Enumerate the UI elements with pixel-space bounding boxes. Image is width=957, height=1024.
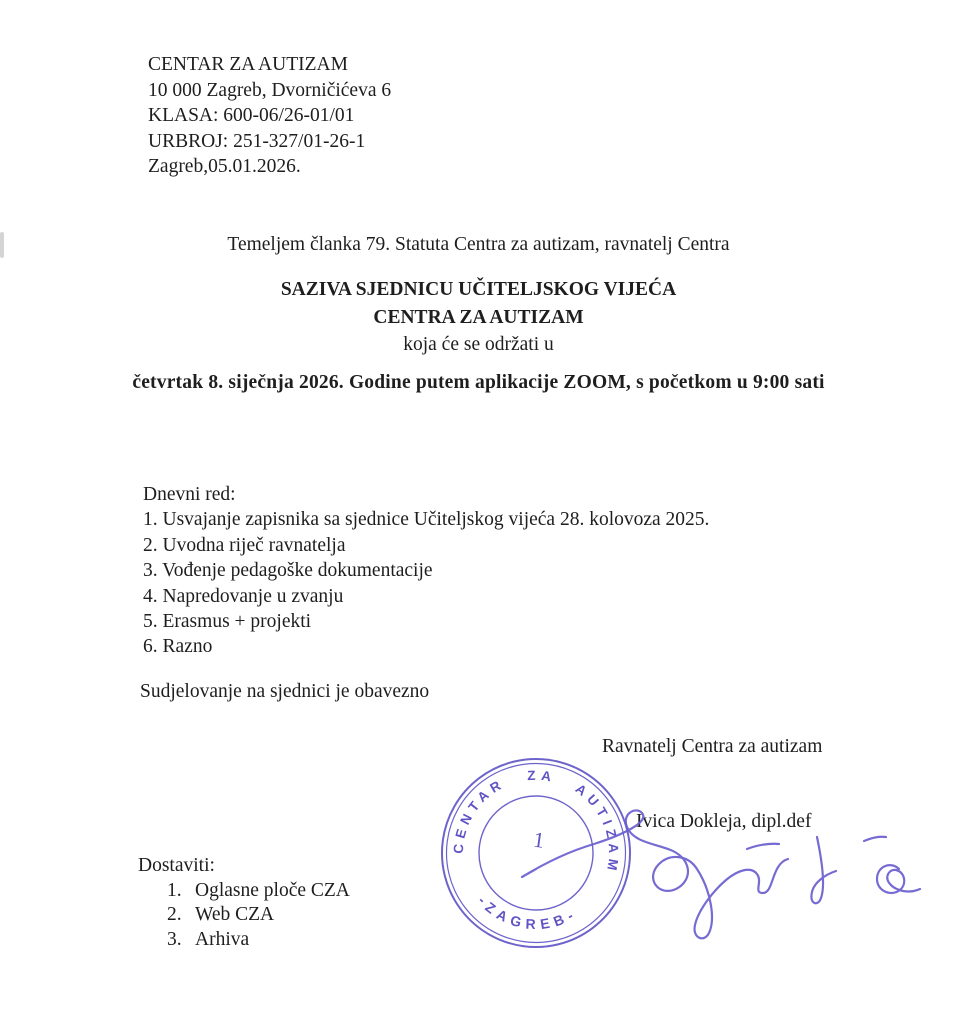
agenda-item: 4. Napredovanje u zvanju — [143, 585, 344, 607]
agenda-item: 2. Uvodna riječ ravnatelja — [143, 534, 346, 556]
distribution-heading: Dostaviti: — [138, 855, 215, 876]
signatory-name: Ivica Dokleja, dipl.def — [636, 811, 812, 832]
letterhead — [148, 52, 391, 180]
distribution-item-number: 1. — [167, 879, 182, 901]
org-address: 10 000 Zagreb, Dvorničićeva 6 — [148, 79, 392, 101]
distribution-item — [138, 928, 350, 953]
distribution-item-number: 2. — [167, 904, 182, 925]
round-stamp — [436, 753, 636, 953]
signature-stroke — [653, 849, 788, 938]
agenda-item: 1. Usvajanje zapisnika sa sjednice Učiteljskog vijeća 28. kolovoza 2025. — [143, 509, 710, 531]
distribution-item-number: 3. — [167, 928, 182, 950]
signatory-role: Ravnatelj Centra za autizam — [602, 736, 823, 757]
distribution-item — [138, 879, 350, 904]
urbroj-line: URBROJ: 251-327/01-26-1 — [148, 130, 366, 152]
distribution-item-label: Web CZA — [195, 904, 275, 925]
distribution-item-label: Arhiva — [195, 928, 250, 950]
agenda-item: 5. Erasmus + projekti — [143, 611, 312, 633]
place-date-line: Zagreb,05.01.2026. — [148, 156, 301, 177]
agenda-section — [143, 482, 709, 660]
title-block — [0, 276, 957, 359]
distribution-item — [138, 903, 350, 928]
signature-stroke — [864, 837, 886, 841]
klasa-line: KLASA: 600-06/26-01/01 — [148, 105, 355, 126]
session-datetime: četvrtak 8. siječnja 2026. Godine putem aplikacije ZOOM, s početkom u 9:00 sati — [132, 372, 825, 393]
signature-stroke — [747, 844, 779, 849]
title-line-2: CENTRA ZA AUTIZAM — [373, 306, 584, 328]
stamp-center-number: 1 — [531, 826, 547, 853]
org-name: CENTAR ZA AUTIZAM — [148, 54, 348, 75]
signature-stroke — [811, 837, 836, 903]
distribution-item-label: Oglasne ploče CZA — [195, 879, 350, 901]
distribution-section — [138, 854, 350, 952]
stamp-ring-text-top: CENTAR ZA AUTIZAM — [450, 767, 622, 877]
title-line-3: koja će se održati u — [403, 334, 554, 355]
attendance-note: Sudjelovanje na sjednici je obavezno — [140, 681, 430, 702]
title-line-1: SAZIVA SJEDNICU UČITELJSKOG VIJEĆA — [280, 279, 677, 300]
intro-line: Temeljem članka 79. Statuta Centra za autizam, ravnatelj Centra — [227, 234, 730, 255]
stamp-ring-text-bottom: -ZAGREB- — [475, 892, 581, 933]
signature-stroke — [877, 865, 920, 893]
agenda-heading: Dnevni red: — [143, 484, 236, 505]
svg-text:CENTAR ZA AUTIZAM — [450, 757, 632, 877]
agenda-item: 3. Vođenje pedagoške dokumentacije — [143, 560, 433, 582]
svg-text:-ZAGREB- — [472, 891, 582, 939]
agenda-item: 6. Razno — [143, 636, 213, 658]
